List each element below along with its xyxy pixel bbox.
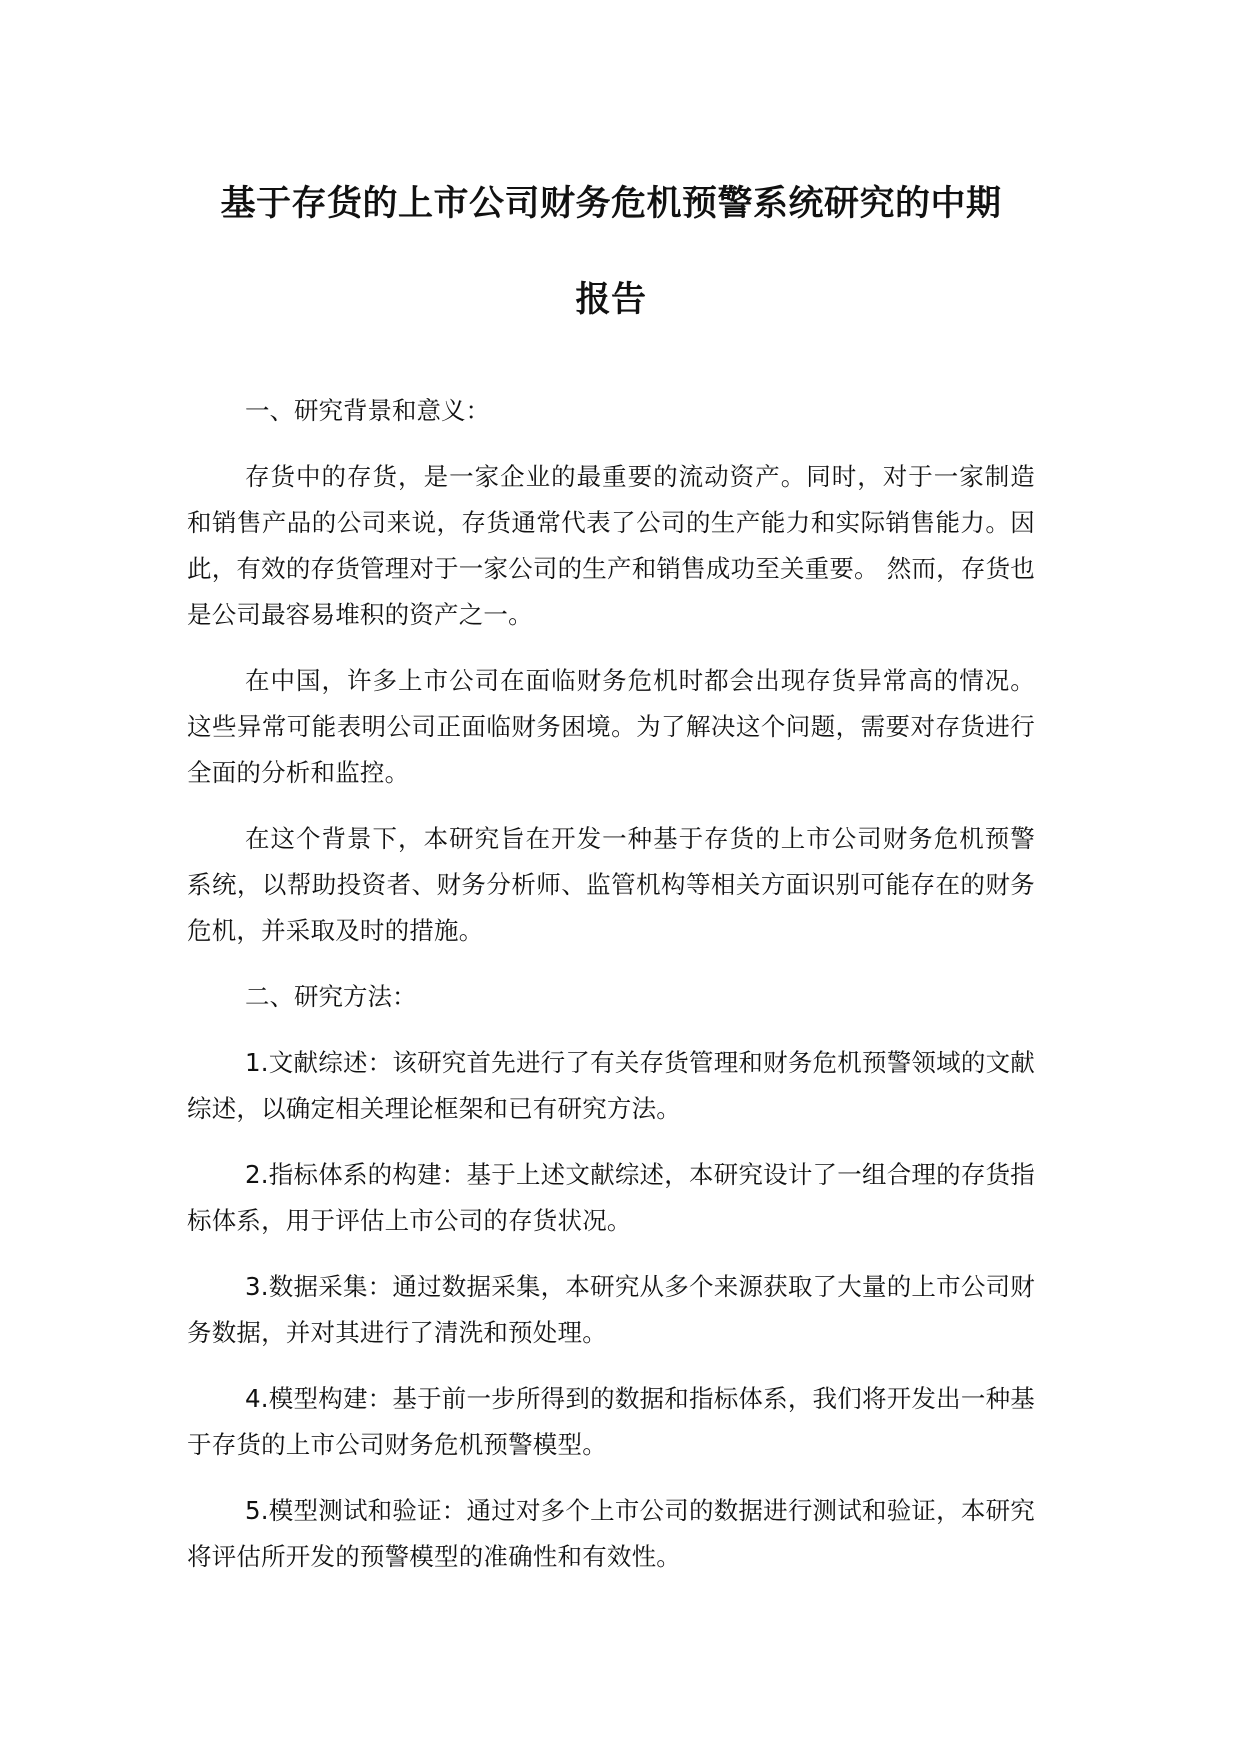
document-body: [187, 388, 1035, 1580]
method-item: 3.数据采集：通过数据采集，本研究从多个来源获取了大量的上市公司财务数据，并对其进行了清洗和预处理。: [187, 1272, 1035, 1347]
body-paragraph: 在中国，许多上市公司在面临财务危机时都会出现存货异常高的情况。这些异常可能表明公司正面临财务困境。为了解决这个问题，需要对存货进行全面的分析和监控。: [187, 666, 1035, 787]
method-item: 1.文献综述：该研究首先进行了有关存货管理和财务危机预警领域的文献综述，以确定相关理论框架和已有研究方法。: [187, 1048, 1035, 1123]
section-methods: [187, 974, 1035, 1580]
section-background: [187, 388, 1035, 954]
method-item: 5.模型测试和验证：通过对多个上市公司的数据进行测试和验证，本研究将评估所开发的预警模型的准确性和有效性。: [187, 1496, 1035, 1571]
method-item: 4.模型构建：基于前一步所得到的数据和指标体系，我们将开发出一种基于存货的上市公司财务危机预警模型。: [187, 1384, 1035, 1459]
document-page: [187, 0, 1035, 1600]
body-paragraph: 存货中的存货，是一家企业的最重要的流动资产。同时，对于一家制造和销售产品的公司来说，存货通常代表了公司的生产能力和实际销售能力。因此，有效的存货管理对于一家公司的生产和销售成功至关重要。 然而，存货也是公司最容易堆积的资产之一。: [187, 462, 1035, 629]
document-title: [187, 156, 1035, 348]
title-line-2: 报告: [575, 280, 647, 320]
section-heading: 二、研究方法：: [245, 982, 417, 1011]
title-line-1: 基于存货的上市公司财务危机预警系统研究的中期: [220, 184, 1002, 224]
method-item: 2.指标体系的构建：基于上述文献综述，本研究设计了一组合理的存货指标体系，用于评估上市公司的存货状况。: [187, 1160, 1035, 1235]
section-heading: 一、研究背景和意义：: [245, 396, 490, 425]
body-paragraph: 在这个背景下，本研究旨在开发一种基于存货的上市公司财务危机预警系统，以帮助投资者、财务分析师、监管机构等相关方面识别可能存在的财务危机，并采取及时的措施。: [187, 824, 1035, 945]
